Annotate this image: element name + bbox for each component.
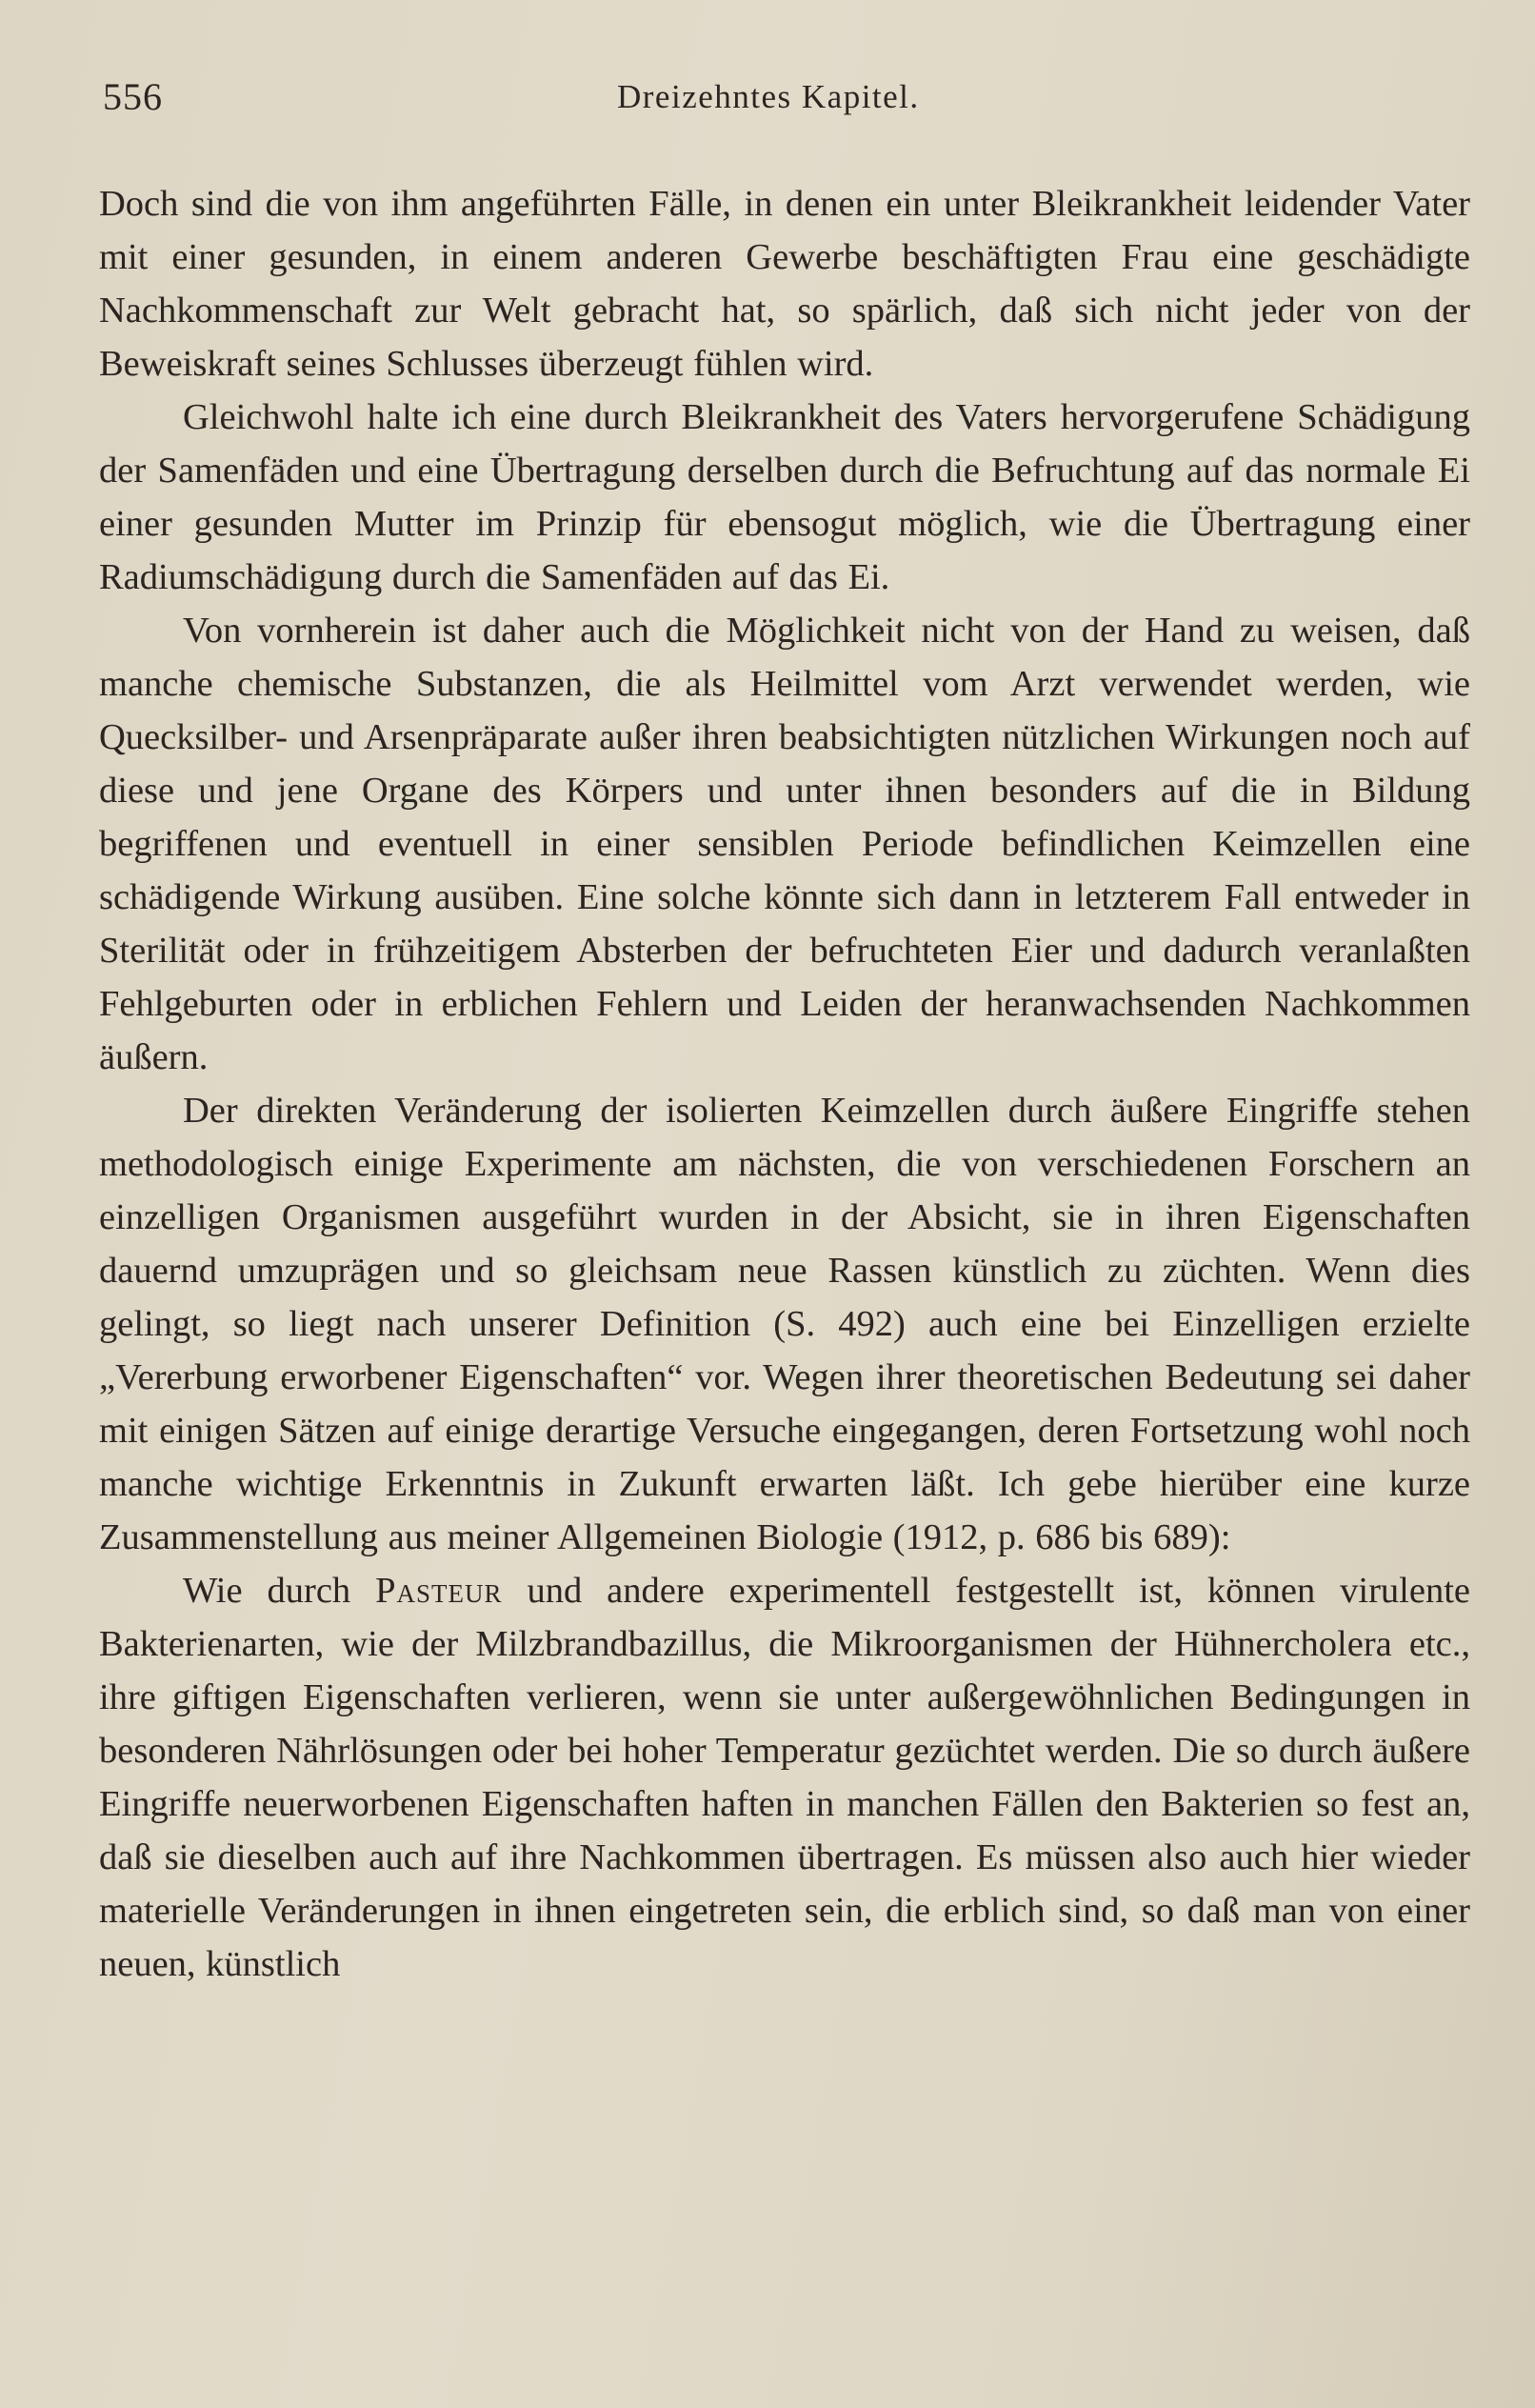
author-name-pasteur: Pasteur — [375, 1571, 503, 1611]
page-header — [103, 74, 1474, 131]
page-number: 556 — [103, 75, 163, 118]
body-text — [99, 177, 1470, 1991]
paragraph-3: Von vornherein ist daher auch die Möglichkeit nicht von der Hand zu weisen, daß manche chemische Substanzen, die als Heilmittel vom Arzt verwendet werden, wie Quecksilber- und Arsenpräparate außer ihren beabsichtigten nützlichen Wirkungen noch auf diese und jene Organe des Körpers und unter ihnen besonders auf die in Bildung begriffenen und eventuell in einer sensiblen Periode befindlichen Keimzellen eine schädigende Wirkung ausüben. Eine solche könnte sich dann in letzterem Fall entweder in Sterilität oder in frühzeitigem Absterben der befruchteten Eier und dadurch veranlaßten Fehlgeburten oder in erblichen Fehlern und Leiden der heranwachsenden Nachkommen äußern. — [99, 611, 1470, 1077]
paragraph-1: Doch sind die von ihm angeführten Fälle, in denen ein unter Bleikrankheit leidender Vater mit einer gesunden, in einem anderen Gewerbe beschäftigten Frau eine geschädigte Nachkommenschaft zur Welt gebracht hat, so spärlich, daß sich nicht jeder von der Beweiskraft seines Schlusses überzeugt fühlen wird. — [99, 184, 1470, 384]
paragraph-4: Der direkten Veränderung der isolierten Keimzellen durch äußere Eingriffe stehen methodologisch einige Experimente am nächsten, die von verschiedenen Forschern an einzelligen Organismen ausgeführt wurden in der Absicht, sie in ihren Eigenschaften dauernd umzuprägen und so gleichsam neue Rassen künstlich zu züchten. Wenn dies gelingt, so liegt nach unserer Definition (S. 492) auch eine bei Einzelligen erzielte „Vererbung erworbener Eigenschaften“ vor. Wegen ihrer theoretischen Bedeutung sei daher mit einigen Sätzen auf einige derartige Versuche eingegangen, deren Fortsetzung wohl noch manche wichtige Erkenntnis in Zukunft erwarten läßt. Ich gebe hierüber eine kurze Zusammenstellung aus meiner Allgemeinen Biologie (1912, p. 686 bis 689): — [99, 1091, 1470, 1557]
paragraph-5-rest: und andere experimentell festgestellt ist, können virulente Bakterienarten, wie der Milzbrandbazillus, die Mikroorganismen der Hühnercholera etc., ihre giftigen Eigenschaften verlieren, wenn sie unter außergewöhnlichen Bedingungen in besonderen Nährlösungen oder bei hoher Temperatur gezüchtet werden. Die so durch äußere Eingriffe neuerworbenen Eigenschaften haften in manchen Fällen den Bakterien so fest an, daß sie dieselben auch auf ihre Nachkommen übertragen. Es müssen also auch hier wieder materielle Veränderungen in ihnen eingetreten sein, die erblich sind, so daß man von einer neuen, künstlich — [99, 1571, 1470, 1984]
paragraph-5-start: Wie durch — [183, 1571, 376, 1611]
running-head: Dreizehntes Kapitel. — [617, 78, 920, 115]
paragraph-5 — [99, 1564, 1470, 1991]
paragraph-2: Gleichwohl halte ich eine durch Bleikrankheit des Vaters hervorgerufene Schädigung der Samenfäden und eine Übertragung derselben durch die Befruchtung auf das normale Ei einer gesunden Mutter im Prinzip für ebensogut möglich, wie die Übertragung einer Radiumschädigung durch die Samenfäden auf das Ei. — [99, 397, 1470, 597]
